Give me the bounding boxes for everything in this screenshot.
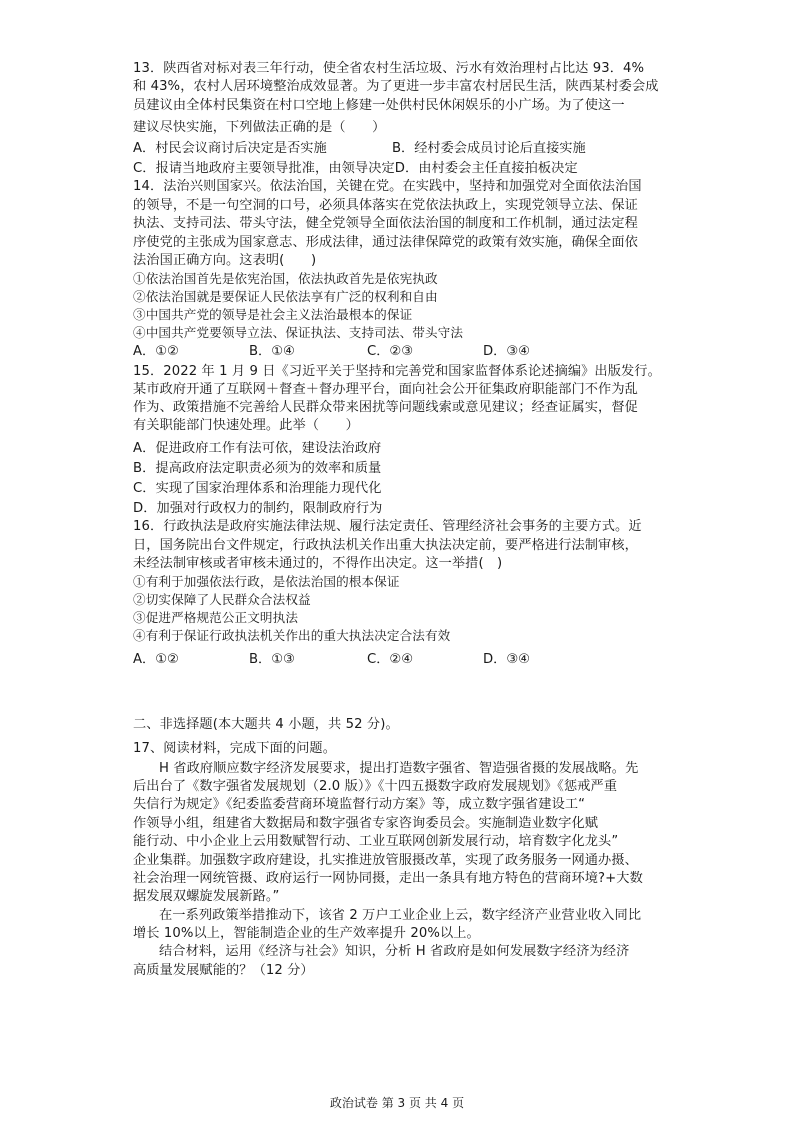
q13-option-c-d: C．报请当地政府主要领导批准，由领导决定D．由村委会主任直接拍板决定 <box>133 161 578 176</box>
q14-option-b: B．①④ <box>249 344 295 359</box>
q13-stem-line: 和 43%，农村人居环境整治成效显著。为了更进一步丰富农村居民生活，陕西某村委会成 <box>133 79 659 94</box>
q17-material-line: 作领导小组，组建省大数据局和数字强省专家咨询委员会。实施制造业数字化赋 <box>133 816 599 831</box>
q16-option-b: B．①③ <box>249 652 295 667</box>
q15-option-c: C．实现了国家治理体系和治理能力现代化 <box>133 481 382 496</box>
q15-stem-line: 有关职能部门快速处理。此举（ ） <box>133 418 359 433</box>
q13-stem-line: 员建议由全体村民集资在村口空地上修建一处供村民休闲娱乐的小广场。为了使这一 <box>133 98 625 113</box>
page-footer: 政治试卷 第 3 页 共 4 页 <box>329 1096 465 1110</box>
q15-option-a: A．促进政府工作有法可依，建设法治政府 <box>133 441 382 456</box>
q17-question-line: 高质量发展赋能的？（12 分） <box>133 963 314 978</box>
q16-option-d: D．③④ <box>483 652 530 667</box>
q14-stem-line: 法治国正确方向。这表明( ) <box>133 253 317 268</box>
q17-material-line: 据发展双螺旋发展新路。” <box>133 889 280 904</box>
q13-option-b: B．经村委会成员讨论后直接实施 <box>392 141 586 156</box>
section-heading: 二、非选择题(本大题共 4 小题，共 52 分)。 <box>133 717 399 732</box>
q14-item-4: ④中国共产党要领导立法、保证执法、支持司法、带头守法 <box>133 325 464 340</box>
q17-question-line: 结合材料，运用《经济与社会》知识，分析 H 省政府是如何发展数字经济为经济 <box>159 944 630 959</box>
q14-stem-line: 执法、支持司法、带头守法，健全党领导全面依法治国的制度和工作机制，通过法定程 <box>133 216 638 231</box>
q13-stem-line: 13．陕西省对标对表三年行动，使全省农村生活垃圾、污水有效治理村占比达 93．4% <box>133 61 645 76</box>
q15-stem-line: 某市政府开通了互联网＋督查＋督办理平台，面向社会公开征集政府职能部门不作为乱 <box>133 382 638 397</box>
q16-option-c: C．②④ <box>367 652 414 667</box>
q13-stem-line: 建议尽快实施，下列做法正确的是（ ） <box>133 120 386 135</box>
q14-stem-line: 14．法治兴则国家兴。依法治国，关键在党。在实践中，坚持和加强党对全面依法治国 <box>133 179 642 194</box>
q17-material-line: H 省政府顺应数字经济发展要求，提出打造数字强省、智造强省摄的发展战略。先 <box>159 761 639 776</box>
q17-material-line: 社会治理一网统管摄、政府运行一网协同摄，走出一条具有地方特色的营商环境?+大数 <box>133 871 643 886</box>
q17-material-line: 在一系列政策举措推动下，该省 2 万户工业企业上云，数字经济产业营业收入同比 <box>159 908 642 923</box>
q17-material-line: 能行动、中小企业上云用数赋智行动、工业互联网创新发展行动，培育数字化龙头” <box>133 834 619 849</box>
q15-option-d: D．加强对行政权力的制约，限制政府行为 <box>133 501 383 516</box>
q15-option-b: B．提高政府法定职责必须为的效率和质量 <box>133 461 382 476</box>
q17-material-line: 后出台了《数字强省发展规划（2.0 版）》《十四五摄数字政府发展规划》《惩戒严重 <box>133 779 618 794</box>
q17-intro: 17、阅读材料，完成下面的问题。 <box>133 741 337 756</box>
q17-material-line: 企业集群。加强数字政府建设，扎实推进放管服摄改革，实现了政务服务一网通办摄、 <box>133 853 638 868</box>
q14-stem-line: 的领导，不是一句空洞的口号，必须具体落实在党依法执政上，实现党领导立法、保证 <box>133 198 638 213</box>
q13-option-a: A．村民会议商讨后决定是否实施 <box>133 141 327 156</box>
q14-option-c: C．②③ <box>367 344 414 359</box>
q15-stem-line: 作为、政策措施不完善给人民群众带来困扰等问题线索或意见建议；经查证属实，督促 <box>133 400 638 415</box>
q14-item-2: ②依法治国就是要保证人民依法享有广泛的权利和自由 <box>133 289 438 304</box>
q14-stem-line: 序使党的主张成为国家意志、形成法律，通过法律保障党的政策有效实施，确保全面依 <box>133 235 638 250</box>
q14-item-1: ①依法治国首先是依宪治国，依法执政首先是依宪执政 <box>133 271 438 286</box>
q16-item-2: ②切实保障了人民群众合法权益 <box>133 592 311 607</box>
q16-stem-line: 日，国务院出台文件规定，行政执法机关作出重大执法决定前，要严格进行法制审核， <box>133 538 638 553</box>
q15-stem-line: 15．2022 年 1 月 9 日《习近平关于坚持和完善党和国家监督体系论述摘编》出版发行。 <box>133 364 661 379</box>
q14-item-3: ③中国共产党的领导是社会主义法治最根本的保证 <box>133 307 413 322</box>
q16-option-a: A．①② <box>133 652 179 667</box>
q17-material-line: 失信行为规定》《纪委监委营商环境监督行动方案》等，成立数字强省建设工“ <box>133 797 586 812</box>
q16-item-3: ③促进严格规范公正文明执法 <box>133 610 299 625</box>
q16-item-1: ①有利于加强依法行政，是依法治国的根本保证 <box>133 574 400 589</box>
q16-item-4: ④有利于保证行政执法机关作出的重大执法决定合法有效 <box>133 628 451 643</box>
q14-option-a: A．①② <box>133 344 179 359</box>
q17-material-line: 增长 10%以上，智能制造企业的生产效率提升 20%以上。 <box>133 926 480 941</box>
q16-stem-line: 16．行政执法是政府实施法律法规、履行法定责任、管理经济社会事务的主要方式。近 <box>133 519 642 534</box>
q16-stem-line: 未经法制审核或者审核未通过的，不得作出决定。这一举措( ) <box>133 556 503 571</box>
q14-option-d: D．③④ <box>483 344 530 359</box>
